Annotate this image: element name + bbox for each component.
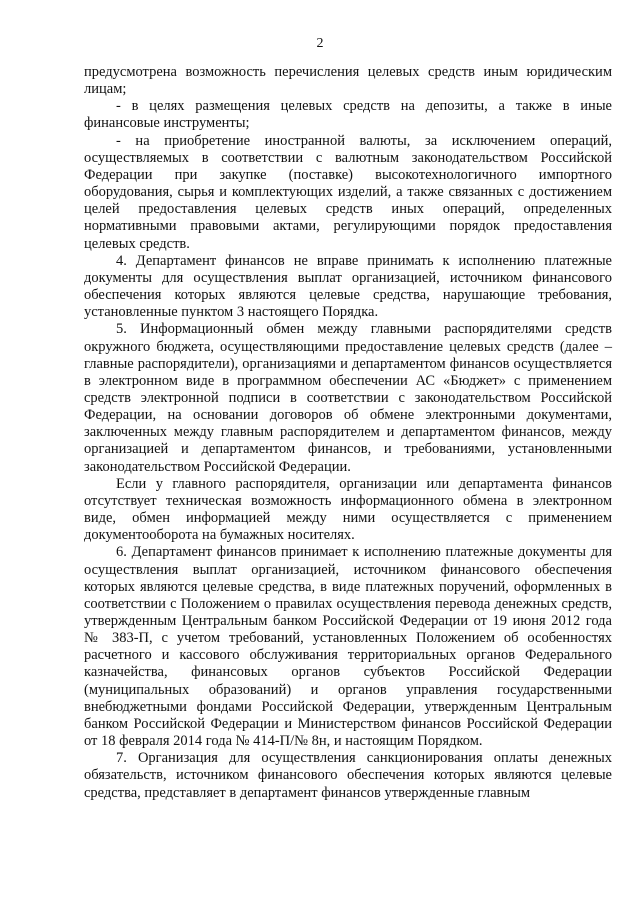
- paragraph: - в целях размещения целевых средств на депозиты, а также в иные финансовые инструменты;: [84, 98, 612, 132]
- paragraph: 6. Департамент финансов принимает к исполнению платежные документы для осуществления выплат организацией, источником финансового обеспечения которых являются целевые средства, в виде платежных поручений, оформленных в соответствии с Положением о правилах осуществления перевода денежных средств, утвержденным Центральным банком Российской Федерации от 19 июня 2012 года № 383-П, с учетом требований, установленных Положением об особенностях расчетного и кассового обслуживания территориальных органов Федерального казначейства, финансовых органов субъектов Российской Федерации (муниципальных образований) и органов управления государственными внебюджетными фондами Российской Федерации, утвержденным Центральным банком Российской Федерации и Министерством финансов Российской Федерации от 18 февраля 2014 года № 414-П/№ 8н, и настоящим Порядком.: [84, 544, 612, 750]
- page-number: 2: [316, 36, 324, 51]
- paragraph: предусмотрена возможность перечисления целевых средств иным юридическим лицам;: [84, 64, 612, 98]
- paragraph: - на приобретение иностранной валюты, за исключением операций, осуществляемых в соответствии с валютным законодательством Российской Федерации при закупке (поставке) высокотехнологичного импортного оборудования, сырья и комплектующих изделий, а также связанных с достижением целей предоставления целевых средств иных операций, определенных нормативными правовыми актами, регулирующими порядок предоставления целевых средств.: [84, 132, 612, 252]
- document-body: [84, 64, 612, 802]
- paragraph: 4. Департамент финансов не вправе принимать к исполнению платежные документы для осуществления выплат организацией, источником финансового обеспечения которых являются целевые средства, нарушающие требования, установленные пунктом 3 настоящего Порядка.: [84, 252, 612, 321]
- paragraph: 5. Информационный обмен между главными распорядителями средств окружного бюджета, осуществляющими предоставление целевых средств (далее – главные распорядители), организациями и департаментом финансов осуществляется в электронном виде в программном обеспечении АС «Бюджет» с применением средств электронной подписи в соответствии с законодательством Российской Федерации, на основании договоров об обмене электронными документами, заключенных между главным распорядителем и департаментом финансов, между организацией и департаментом финансов, и требованиями, установленными законодательством Российской Федерации.: [84, 321, 612, 475]
- paragraph: Если у главного распорядителя, организации или департамента финансов отсутствует техническая возможность информационного обмена в электронном виде, обмен информацией между ними осуществляется с применением документооборота на бумажных носителях.: [84, 475, 612, 544]
- paragraph: 7. Организация для осуществления санкционирования оплаты денежных обязательств, источником финансового обеспечения которых являются целевые средства, представляет в департамент финансов утвержденные главным: [84, 750, 612, 801]
